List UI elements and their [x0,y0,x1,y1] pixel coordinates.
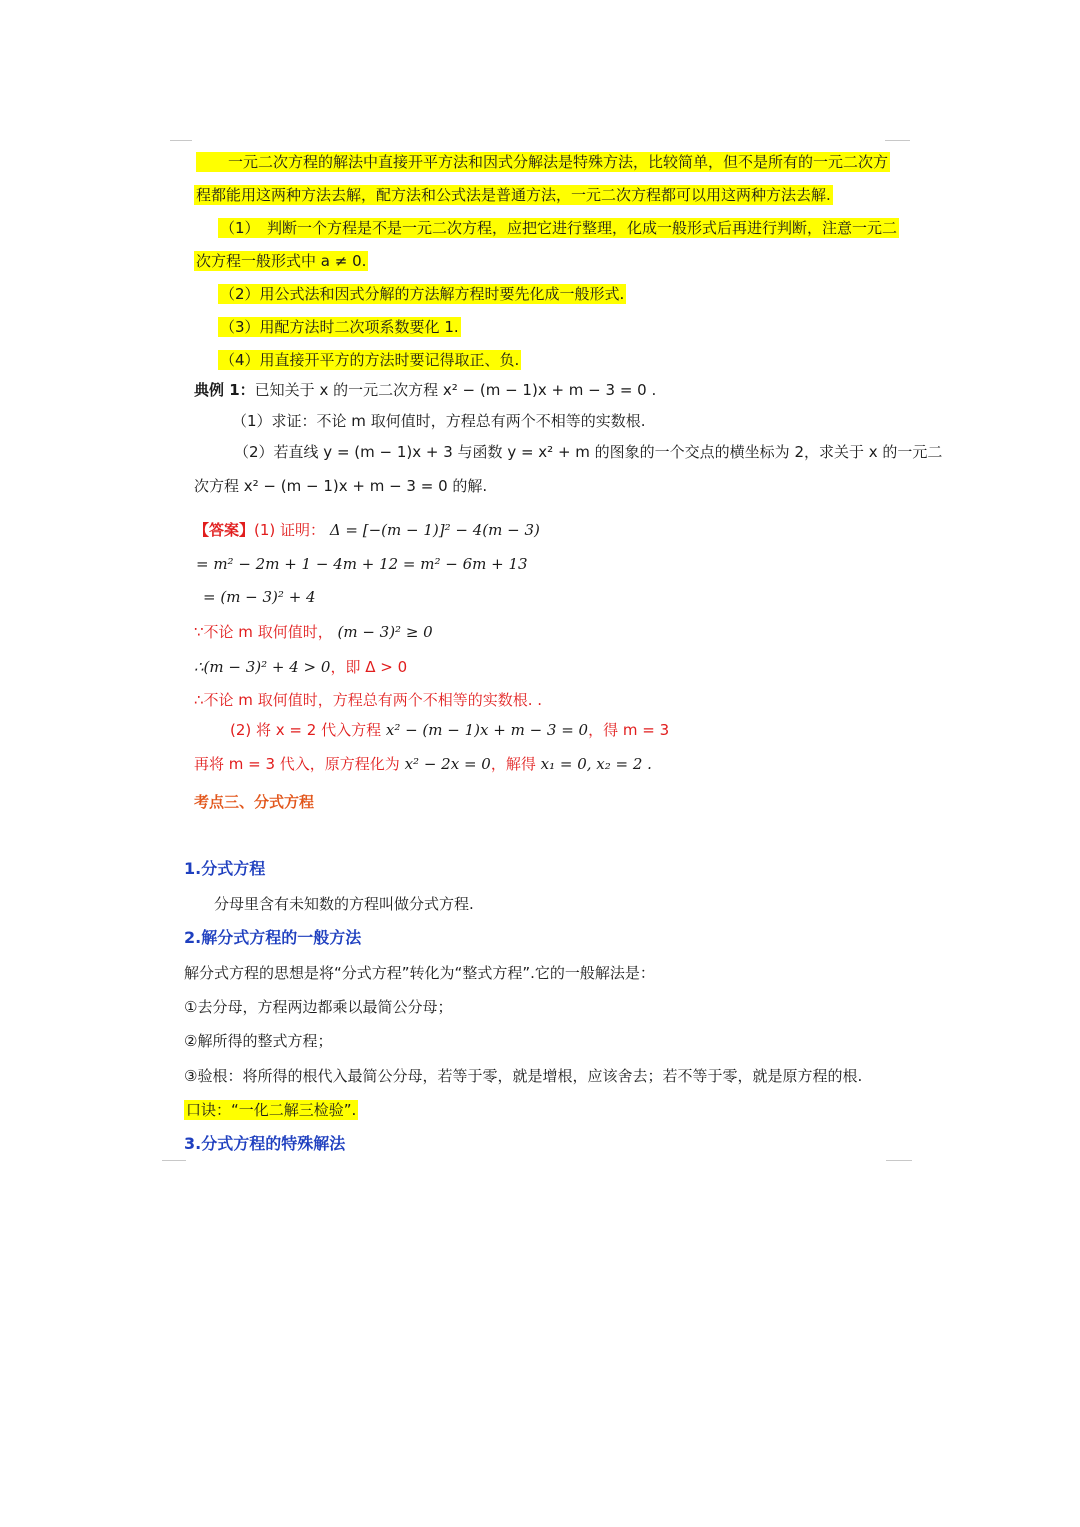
intro-paragraph-line-2: 程都能用这两种方法去解，配方法和公式法是普通方法，一元二次方程都可以用这两种方法去解. [196,186,831,204]
answer-line-5: ∴(m − 3)² + 4 > 0，即 Δ > 0 [194,658,408,676]
page-corner-mark-tl [170,140,192,141]
answer-line-1: 【答案】(1) 证明： Δ = [−(m − 1)]² − 4(m − 3) [194,521,540,539]
note-4: （4）用直接开平方的方法时要记得取正、负. [220,351,520,369]
heading-1-text: 分母里含有未知数的方程叫做分式方程. [214,895,474,913]
step-3: ③验根：将所得的根代入最简公分母，若等于零，就是增根，应该舍去；若不等于零，就是原方程的根. [184,1067,863,1085]
note-2: （2）用公式法和因式分解的方法解方程时要先化成一般形式. [220,285,625,303]
note-1-line-2: 次方程一般形式中 a ≠ 0. [196,252,367,270]
heading-3: 3.分式方程的特殊解法 [184,1134,346,1153]
heading-2-text: 解分式方程的思想是将“分式方程”转化为“整式方程”.它的一般解法是： [184,964,655,982]
step-2: ②解所得的整式方程； [184,1032,333,1050]
example-question-2-line-1: （2）若直线 y = (m − 1)x + 3 与函数 y = x² + m 的图象的一个交点的横坐标为 2，求关于 x 的一元二 [234,443,943,461]
page-corner-mark-bl [162,1160,186,1161]
answer-line-6: ∴不论 m 取何值时，方程总有两个不相等的实数根. . [194,691,542,709]
example-question-2-line-2: 次方程 x² − (m − 1)x + m − 3 = 0 的解. [194,477,488,495]
answer-line-7: (2) 将 x = 2 代入方程 x² − (m − 1)x + m − 3 = 0，得 m = 3 [230,721,670,739]
page-corner-mark-br [886,1160,912,1161]
heading-2: 2.解分式方程的一般方法 [184,928,362,947]
note-1-line-1: （1） 判断一个方程是不是一元二次方程，应把它进行整理，化成一般形式后再进行判断，注意一元二 [220,219,898,237]
section-title: 考点三、分式方程 [194,793,315,811]
note-3: （3）用配方法时二次项系数要化 1. [220,318,459,336]
answer-line-8: 再将 m = 3 代入，原方程化为 x² − 2x = 0，解得 x₁ = 0, x₂ = 2 . [194,755,652,773]
answer-line-3: = (m − 3)² + 4 [203,588,316,606]
answer-line-4: ∵不论 m 取何值时， (m − 3)² ≥ 0 [194,623,433,641]
answer-tag: 【答案】 [194,521,255,539]
answer-line-2: = m² − 2m + 1 − 4m + 12 = m² − 6m + 13 [196,555,528,573]
heading-1: 1.分式方程 [184,859,266,878]
example-stem: 典例 1：已知关于 x 的一元二次方程 x² − (m − 1)x + m − 3 = 0 . [194,381,657,399]
intro-paragraph-line-1: 一元二次方程的解法中直接开平方法和因式分解法是特殊方法，比较简单，但不是所有的一元二次方 [196,150,890,174]
example-question-1: （1）求证：不论 m 取何值时，方程总有两个不相等的实数根. [232,412,646,430]
step-1: ①去分母，方程两边都乘以最简公分母； [184,998,453,1016]
mnemonic: 口诀：“一化二解三检验”. [186,1101,357,1119]
page-corner-mark-tr [885,140,910,141]
example-label: 典例 1： [194,381,255,399]
